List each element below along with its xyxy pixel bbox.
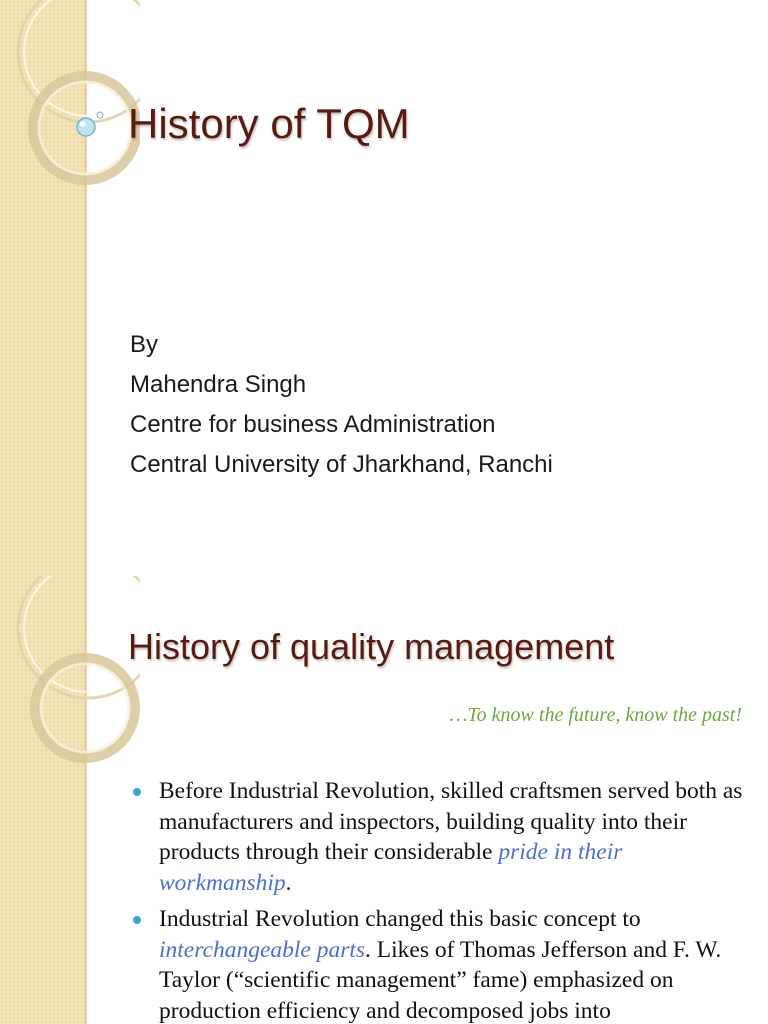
tagline: …To know the future, know the past!	[449, 704, 742, 726]
decorative-rings	[0, 576, 140, 796]
bullet-item: Industrial Revolution changed this basic concept to interchangeable parts. Likes of Thomas Jefferson and F. W. Taylor (“scientific management” fame) emphasized on production efficiency and decomposed jobs into	[133, 904, 743, 1024]
bullet-list	[133, 776, 743, 1024]
author-department: Centre for business Administration	[130, 411, 496, 438]
slide-history	[0, 576, 768, 1024]
bullet-item: Before Industrial Revolution, skilled craftsmen served both as manufacturers and inspectors, building quality into their products through their considerable pride in their workmanship.	[133, 776, 743, 898]
bullet-dot-icon	[133, 916, 141, 924]
bullet-dot-icon	[133, 788, 141, 796]
author-block	[130, 325, 553, 485]
bubble-icon	[0, 0, 120, 160]
author-university: Central University of Jharkhand, Ranchi	[130, 451, 553, 478]
author-name: Mahendra Singh	[130, 371, 307, 398]
slide-title-heading: History of TQM	[128, 100, 410, 147]
author-line-by: By	[130, 331, 159, 358]
emphasis-text: pride in their workmanship	[159, 839, 623, 896]
emphasis-text: interchangeable parts	[159, 936, 366, 963]
slide-heading: History of quality management	[128, 626, 615, 667]
